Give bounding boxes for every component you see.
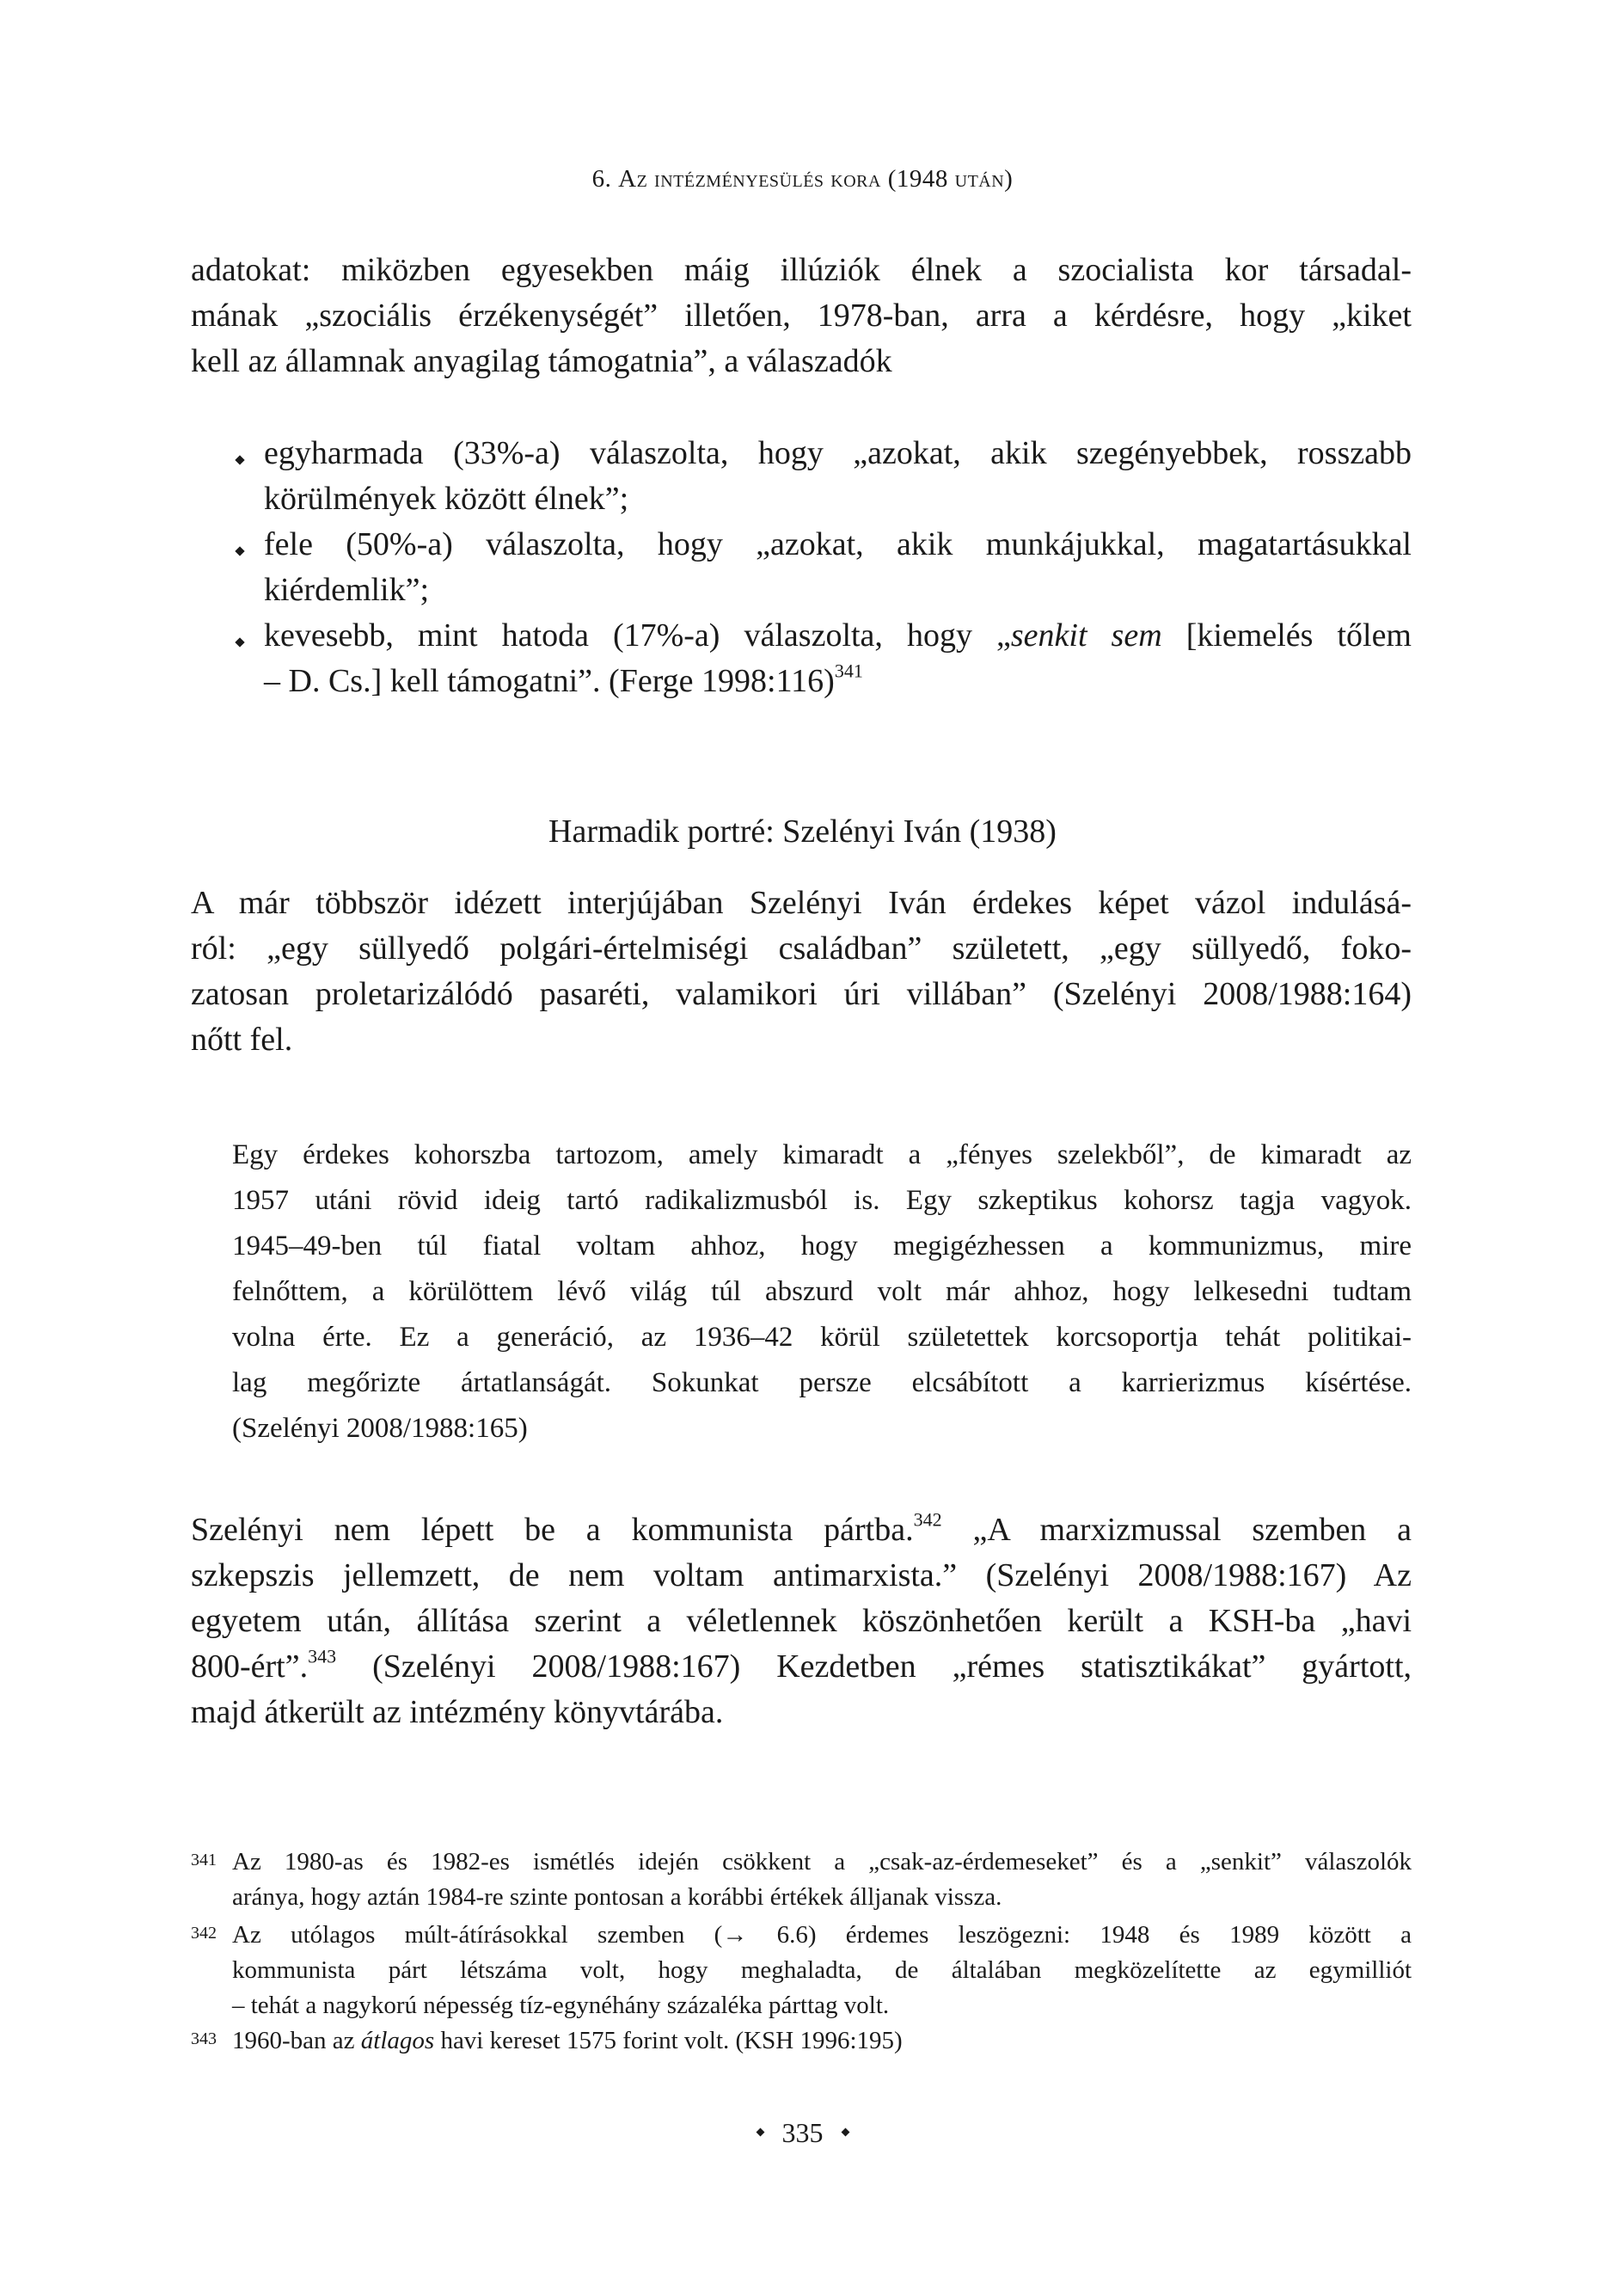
text-line xyxy=(191,1508,1412,1549)
emphasis-text: átlagos xyxy=(360,2027,435,2054)
quote-line: (Szelényi 2008/1988:165) xyxy=(232,1413,528,1444)
text-run: 800-ért”. xyxy=(191,1648,309,1685)
emphasis-text: senkit sem xyxy=(1010,617,1162,654)
diamond-ornament-icon xyxy=(756,2128,764,2137)
page-number-footer xyxy=(0,2117,1605,2149)
text-line: egyharmada (33%-a) válaszolta, hogy „azokat, akik szegényebbek, rosszabb xyxy=(264,435,1412,471)
text-line: A már többször idézett interjújában Szelényi Iván érdekes képet vázol indulásá- xyxy=(191,885,1412,921)
text-line: szkepszis jellemzett, de nem voltam antimarxista.” (Szelényi 2008/1988:167) Az xyxy=(191,1557,1412,1593)
text-run: „A marxizmussal szemben a xyxy=(941,1512,1412,1548)
footnote-line: Az 1980-as és 1982-es ismétlés idején csökkent a „csak-az-érdemeseket” és a „senkit” válaszolók xyxy=(232,1848,1412,1875)
bullet-icon xyxy=(235,455,244,464)
page-number: 335 xyxy=(781,2117,824,2148)
quote-line: 1957 utáni rövid ideig tartó radikalizmusból is. Egy szkeptikus kohorsz tagja vagyok. xyxy=(232,1185,1412,1216)
footnote-line: Az utólagos múlt-átírásokkal szemben (→ 6.6) érdemes leszögezni: 1948 és 1989 között a xyxy=(232,1921,1412,1949)
footnote-ref-341[interactable]: 341 xyxy=(834,660,863,682)
footnote-number: 342 xyxy=(191,1924,217,1943)
running-head xyxy=(0,165,1605,193)
chapter-year-open: (1948 xyxy=(887,165,948,193)
text-line: nőtt fel. xyxy=(191,1022,293,1058)
bullet-icon xyxy=(235,546,244,556)
footnote-number: 343 xyxy=(191,2029,217,2048)
bullet-icon xyxy=(235,637,244,647)
footnote-line: – tehát a nagykorú népesség tíz-egynéhány százaléka párttag volt. xyxy=(232,1992,890,2019)
footnote-ref-342[interactable]: 342 xyxy=(913,1508,942,1531)
quote-line: Egy érdekes kohorszba tartozom, amely kimaradt a „fényes szelekből”, de kimaradt az xyxy=(232,1139,1412,1170)
text-line: zatosan proletarizálódó pasaréti, valamikori úri villában” (Szelényi 2008/1988:164) xyxy=(191,976,1412,1012)
footnote-line xyxy=(232,2027,1412,2055)
chapter-year-close: ) xyxy=(1004,165,1014,193)
text-run: Szelényi nem lépett be a kommunista pártba. xyxy=(191,1512,914,1548)
footnote-ref-343[interactable]: 343 xyxy=(308,1645,337,1667)
text-run: – D. Cs.] kell támogatni”. (Ferge 1998:116) xyxy=(264,663,835,699)
text-line: kell az államnak anyagilag támogatnia”, a válaszadók xyxy=(191,343,892,379)
text-run: 1960-ban az xyxy=(232,2027,361,2054)
text-line xyxy=(191,1645,1412,1685)
text-line: kiérdemlik”; xyxy=(264,572,430,608)
text-run: [kiemelés tőlem xyxy=(1161,617,1412,654)
quote-line: volna érte. Ez a generáció, az 1936–42 körül születettek korcsoportja tehát politikai- xyxy=(232,1322,1412,1353)
text-line: egyetem után, állítása szerint a véletlennek köszönhetően került a KSH-ba „havi xyxy=(191,1603,1412,1639)
footnote-line: kommunista párt létszáma volt, hogy meghaladta, de általában megközelítette az egymilliót xyxy=(232,1956,1412,1984)
diamond-ornament-icon xyxy=(841,2128,849,2137)
text-line: fele (50%-a) válaszolta, hogy „azokat, akik munkájukkal, magatartásukkal xyxy=(264,526,1412,562)
text-run: havi kereset 1575 forint volt. (KSH 1996:195) xyxy=(434,2027,903,2054)
text-line: körülmények között élnek”; xyxy=(264,481,629,517)
text-run: kevesebb, mint hatoda (17%-a) válaszolta, hogy „ xyxy=(264,617,1011,654)
quote-line: felnőttem, a körülöttem lévő világ túl abszurd volt már ahhoz, hogy lelkesedni tudtam xyxy=(232,1276,1412,1307)
text-run: (Szelényi 2008/1988:167) Kezdetben „rémes statisztikákat” gyártott, xyxy=(336,1648,1412,1685)
text-line: ról: „egy süllyedő polgári-értelmiségi családban” született, „egy süllyedő, foko- xyxy=(191,930,1412,967)
text-line xyxy=(264,662,1412,700)
chapter-number: 6. xyxy=(591,165,612,193)
text-line: adatokat: miközben egyesekben máig illúziók élnek a szocialista kor társadal- xyxy=(191,252,1412,288)
text-line xyxy=(264,617,1412,654)
chapter-title: Az intézményesülés kora xyxy=(618,165,881,193)
footnote-number: 341 xyxy=(191,1851,217,1869)
section-heading: Harmadik portré: Szelényi Iván (1938) xyxy=(548,813,1057,850)
text-line: mának „szociális érzékenységét” illetően, 1978-ban, arra a kérdésre, hogy „kiket xyxy=(191,298,1412,334)
chapter-year-word: után xyxy=(954,165,1005,193)
quote-line: lag megőrizte ártatlanságát. Sokunkat persze elcsábított a karrierizmus kísértése. xyxy=(232,1367,1412,1398)
text-line: majd átkerült az intézmény könyvtárába. xyxy=(191,1694,724,1730)
footnote-line: aránya, hogy aztán 1984-re szinte pontosan a korábbi értékek álljanak vissza. xyxy=(232,1883,1002,1911)
quote-line: 1945–49-ben túl fiatal voltam ahhoz, hogy megigézhessen a kommunizmus, mire xyxy=(232,1231,1412,1262)
